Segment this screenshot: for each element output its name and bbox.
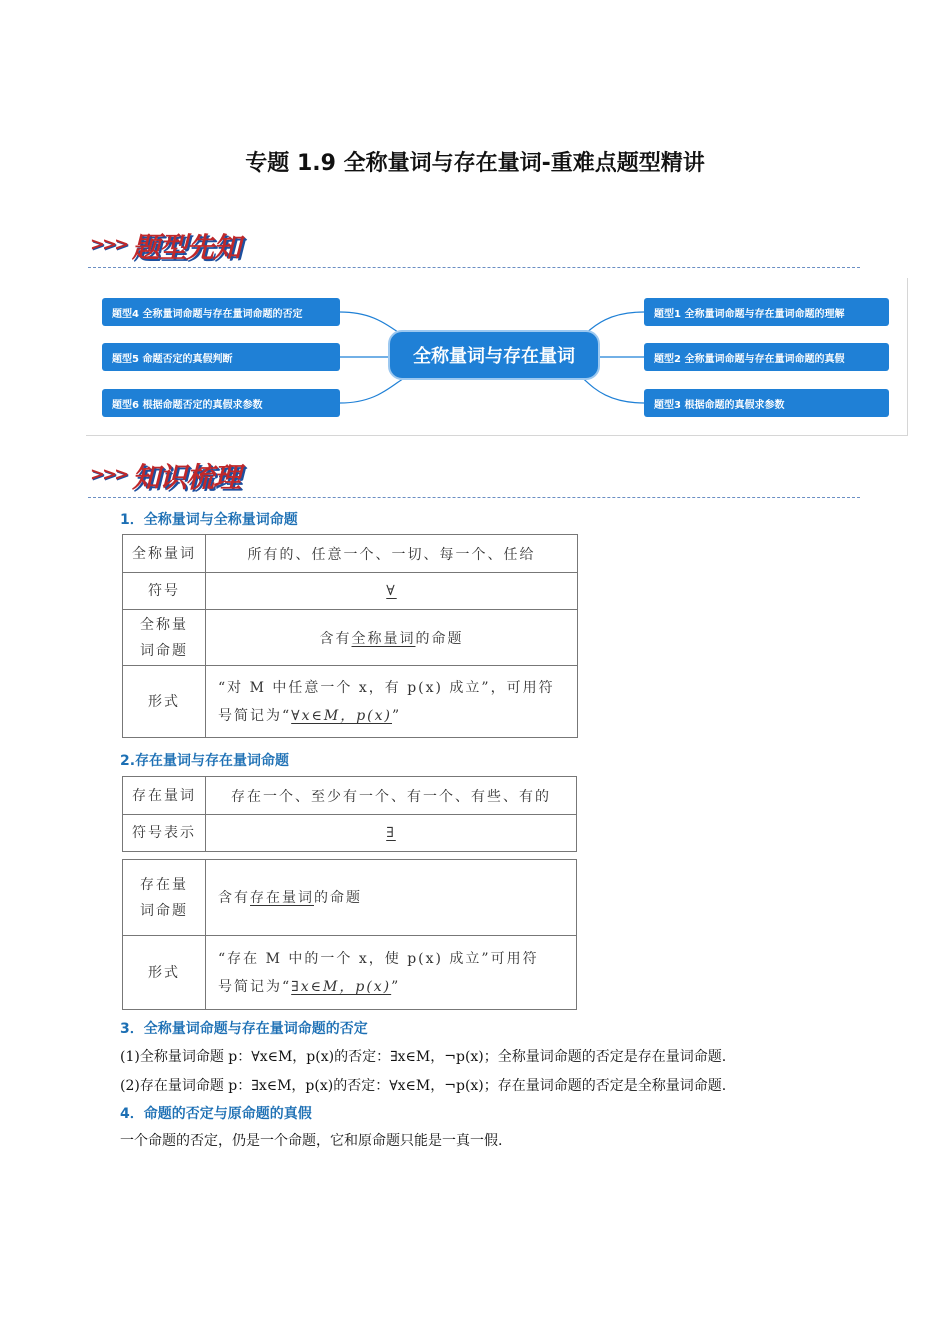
banner-arrows-icon: >>> (90, 234, 127, 255)
cell-value: 存在一个、至少有一个、有一个、有些、有的 (206, 777, 577, 815)
mindmap-node-type5: 题型5 命题否定的真假判断 (102, 343, 340, 371)
cell-value: 含有全称量词的命题 (206, 610, 578, 666)
cell-key: 符号 (123, 573, 206, 610)
cell-key: 存在量词 (123, 777, 206, 815)
negation-line-1: (1)全称量词命题 p：∀x∈M，p(x)的否定：∃x∈M，¬p(x)；全称量词命题的否定是存在量词命题. (120, 1049, 727, 1065)
cell-key: 存在量词命题 (123, 860, 206, 936)
truth-line-1: 一个命题的否定，仍是一个命题，它和原命题只能是一真一假. (120, 1133, 503, 1149)
mind-map (86, 278, 908, 436)
mindmap-node-type3: 题型3 根据命题的真假求参数 (644, 389, 889, 417)
banner-divider (88, 267, 860, 268)
forall-symbol: ∀ (386, 583, 397, 599)
cell-key: 形式 (123, 666, 206, 738)
section3-heading: 3．全称量词命题与存在量词命题的否定 (120, 1021, 368, 1037)
cell-value: “对 M 中任意一个 x，有 p(x) 成立”，可用符 号简记为“∀x∈M，p(x)” (206, 666, 578, 738)
existential-quantifier-table-b (122, 859, 577, 1010)
cell-key: 全称量词 (123, 535, 206, 573)
banner-arrows-icon: >>> (90, 464, 127, 485)
page-title: 专题 1.9 全称量词与存在量词-重难点题型精讲 (245, 151, 705, 176)
banner-title: 题型先知 (132, 231, 241, 264)
cell-value (206, 815, 577, 852)
banner-divider (88, 497, 860, 498)
cell-value: 含有存在量词的命题 (206, 860, 577, 936)
section2-heading: 2.存在量词与存在量词命题 (120, 753, 290, 769)
mindmap-node-type4: 题型4 全称量词命题与存在量词命题的否定 (102, 298, 340, 326)
cell-value: 所有的、任意一个、一切、每一个、任给 (206, 535, 578, 573)
cell-value (206, 573, 578, 610)
banner-title: 知识梳理 (132, 461, 241, 494)
cell-value: “存在 M 中的一个 x，使 p(x) 成立”可用符 号简记为“∃x∈M，p(x)” (206, 936, 577, 1010)
section-banner-knowledge (88, 456, 860, 496)
mindmap-node-type2: 题型2 全称量词命题与存在量词命题的真假 (644, 343, 889, 371)
section1-heading: 1．全称量词与全称量词命题 (120, 512, 298, 528)
mindmap-center-node: 全称量词与存在量词 (388, 330, 600, 380)
section4-heading: 4．命题的否定与原命题的真假 (120, 1106, 312, 1122)
existential-quantifier-table-a (122, 776, 577, 852)
universal-quantifier-table (122, 534, 578, 738)
exists-symbol: ∃ (386, 825, 396, 841)
mindmap-node-type6: 题型6 根据命题否定的真假求参数 (102, 389, 340, 417)
section-banner-preview (88, 226, 860, 266)
mindmap-node-type1: 题型1 全称量词命题与存在量词命题的理解 (644, 298, 889, 326)
cell-key: 全称量词命题 (123, 610, 206, 666)
cell-key: 符号表示 (123, 815, 206, 852)
negation-line-2: (2)存在量词命题 p：∃x∈M，p(x)的否定：∀x∈M，¬p(x)；存在量词命题的否定是全称量词命题. (120, 1078, 727, 1094)
cell-key: 形式 (123, 936, 206, 1010)
